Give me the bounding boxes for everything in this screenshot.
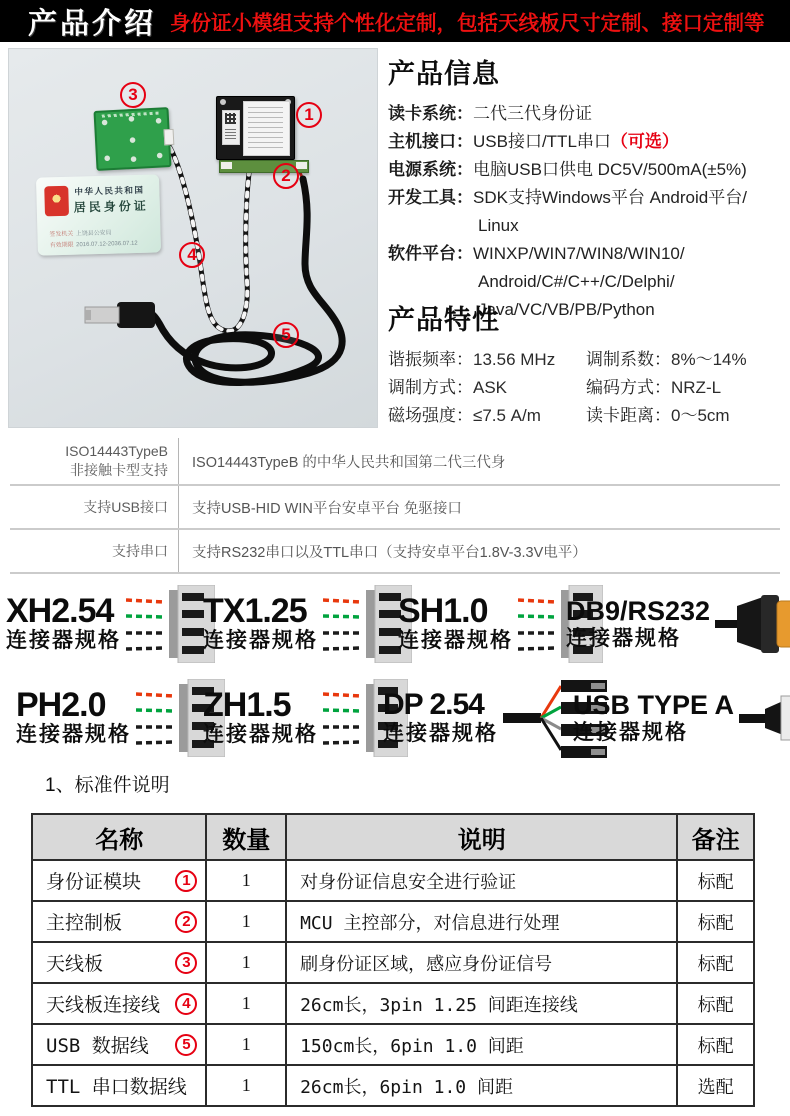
table-row: TTL 串口数据线 1 26cm长，6pin 1.0 间距 选配: [32, 1065, 754, 1106]
dashed-wires-icon: [323, 590, 361, 658]
row-badge: 1: [175, 870, 197, 892]
info-row-continuation: Android/C#/C++/C/Delphi/: [478, 272, 675, 291]
antenna-board-image: [93, 107, 171, 171]
connector-item-zh15: ZH1.5 连接器规格: [203, 676, 408, 760]
callout-3: 3: [120, 82, 146, 108]
row-badge: 5: [175, 1034, 197, 1056]
info-row: 主机接口：USB接口/TTL串口（可选）: [388, 132, 679, 151]
info-row: 电源系统：电脑USB口供电 DC5V/500mA(±5%): [388, 160, 747, 179]
connector-item-dp254: DP 2.54 连接器规格: [383, 676, 611, 760]
callout-5: 5: [273, 322, 299, 348]
connector-item-tx125: TX1.25 连接器规格: [203, 582, 412, 666]
col-header-name: 名称: [32, 814, 206, 860]
connector-item-xh254: XH2.54 连接器规格: [6, 582, 215, 666]
col-header-qty: 数量: [206, 814, 286, 860]
info-row: 软件平台：WINXP/WIN7/WIN8/WIN10/: [388, 244, 685, 263]
feature-row: 调制方式：ASK 编码方式：NRZ-L: [388, 378, 722, 397]
table-row: 主控制板 2 1 MCU 主控部分，对信息进行处理 标配: [32, 901, 754, 942]
col-header-note: 备注: [677, 814, 754, 860]
usb-a-plug-icon: [739, 690, 790, 746]
table-header-row: [32, 814, 754, 860]
product-info-title: 产品信息: [388, 59, 500, 89]
table-row: 天线板 3 1 刷身份证区域，感应身份证信号 标配: [32, 942, 754, 983]
row-badge: 2: [175, 911, 197, 933]
id-card-title: 居民身份证: [73, 198, 149, 215]
screw-icon: [220, 99, 226, 105]
spec-row: 支持USB接口 支持USB-HID WIN平台安卓平台 免驱接口: [10, 486, 780, 530]
product-photo: [8, 48, 378, 428]
feature-row: 谐振频率：13.56 MHz 调制系数：8%～14%: [388, 350, 747, 369]
dashed-wires-icon: [518, 590, 556, 658]
id-module-image: [216, 96, 295, 160]
id-card-country: 中华人民共和国: [74, 184, 145, 197]
usb-plug-graphic: [85, 302, 155, 328]
id-card-image: [36, 174, 161, 255]
connector-item-usb-a: USB TYPE A 连接器规格: [573, 676, 790, 760]
db9-connector-icon: [715, 591, 790, 657]
product-features-title: 产品特性: [388, 305, 500, 335]
dashed-wires-icon: [136, 684, 174, 752]
dashed-wires-icon: [323, 684, 361, 752]
info-row-continuation: Java/VC/VB/PB/Python: [478, 300, 655, 319]
id-card-issue-line: 签发机关 上饶县公安局: [49, 230, 112, 238]
info-row: 读卡系统：二代三代身份证: [388, 104, 592, 123]
standard-parts-table: [31, 813, 755, 1107]
feature-row: 磁场强度：≤7.5 A/m 读卡距离：0～5cm: [388, 406, 730, 425]
connector-item-sh10: SH1.0 连接器规格: [398, 582, 603, 666]
product-info-section: [388, 52, 784, 324]
spec-row: 支持串口 支持RS232串口以及TTL串口（支持安卓平台1.8V-3.3V电平）: [10, 530, 780, 574]
row-badge: 4: [175, 993, 197, 1015]
callout-1: 1: [296, 102, 322, 128]
spec-row: ISO14443TypeB 非接触卡型支持 ISO14443TypeB 的中华人民共和国第二代三代身: [10, 438, 780, 486]
product-features-section: [388, 298, 784, 430]
table-row: 天线板连接线 4 1 26cm长，3pin 1.25 间距连接线 标配: [32, 983, 754, 1024]
interface-spec-table: [10, 438, 780, 574]
national-emblem-icon: [44, 186, 69, 217]
page-title: 产品介绍: [28, 7, 157, 40]
connector-item-ph20: PH2.0 连接器规格: [16, 676, 225, 760]
col-header-desc: 说明: [286, 814, 677, 860]
qr-label-image: [222, 110, 240, 145]
page-subtitle: 身份证小模组支持个性化定制，包括天线板尺寸定制、接口定制等: [170, 12, 765, 35]
table-row: 身份证模块 1 1 对身份证信息安全进行验证 标配: [32, 860, 754, 901]
row-badge: 3: [175, 952, 197, 974]
module-label-image: [243, 101, 290, 156]
id-card-valid-line: 有效期限 2016.07.12-2036.07.12: [49, 240, 138, 249]
info-row: 开发工具：SDK支持Windows平台 Android平台/: [388, 188, 747, 207]
dashed-wires-icon: [126, 590, 164, 658]
connector-item-db9: DB9/RS232 连接器规格: [566, 582, 790, 666]
page-header: [0, 0, 790, 42]
callout-2: 2: [273, 163, 299, 189]
callout-4: 4: [179, 242, 205, 268]
standard-parts-heading: 1、标准件说明: [45, 775, 170, 796]
table-row: USB 数据线 5 1 150cm长，6pin 1.0 间距 标配: [32, 1024, 754, 1065]
info-row-continuation: Linux: [478, 216, 519, 235]
